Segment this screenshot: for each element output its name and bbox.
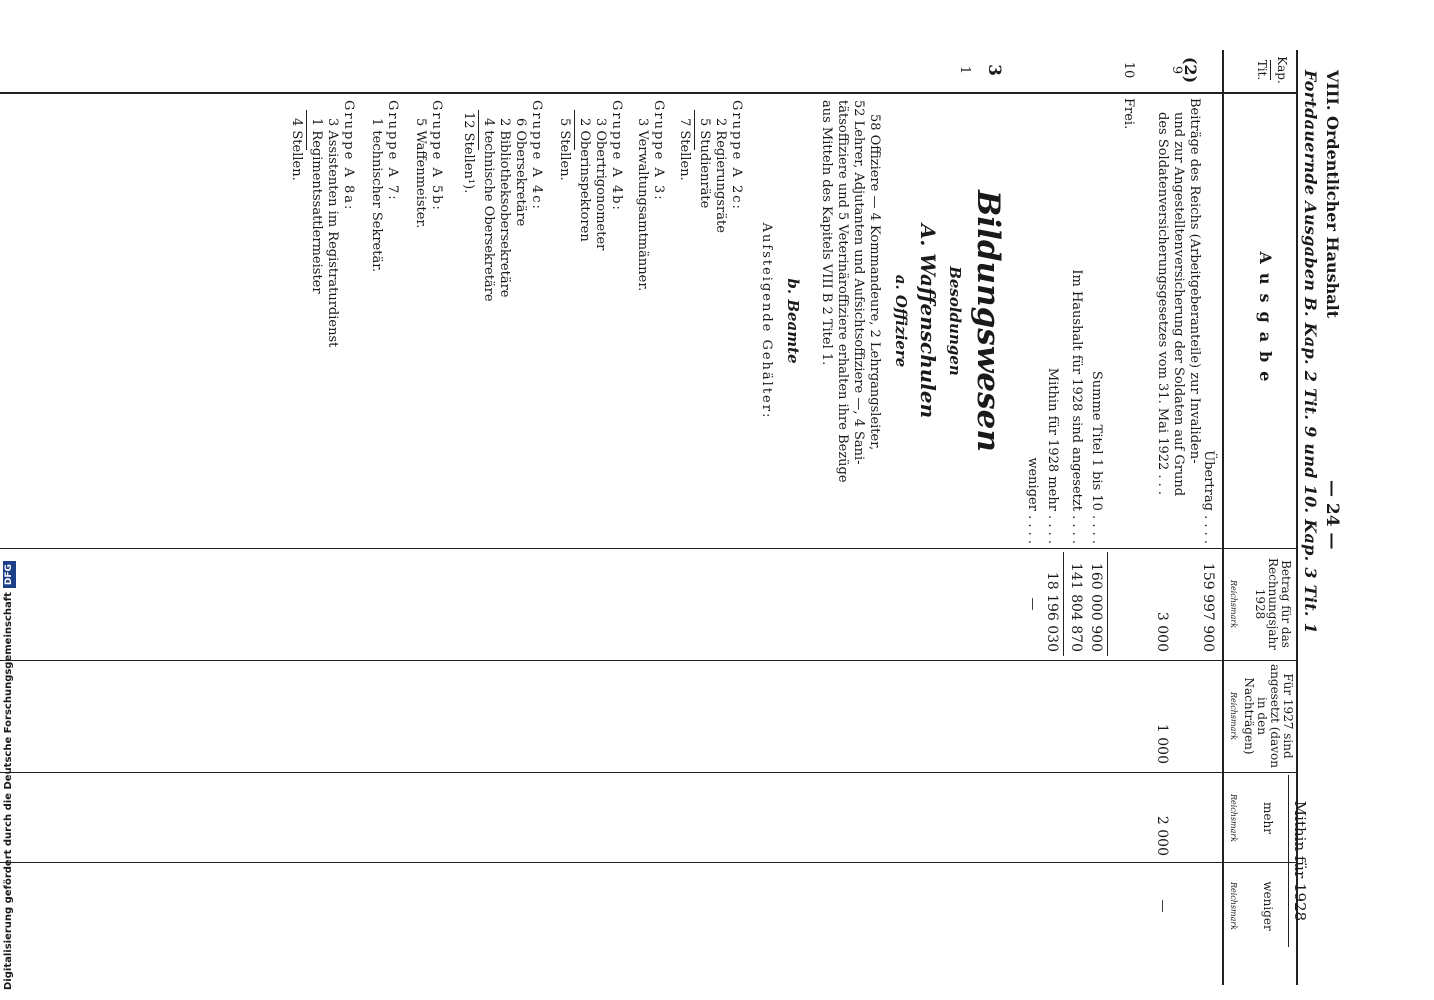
beamte-heading: b. Beamte <box>784 278 802 364</box>
weniger-label: weniger . . . . <box>1025 457 1040 544</box>
tit10-text: Frei. <box>1121 98 1136 130</box>
kap-header: Kap. <box>1275 56 1289 84</box>
tit9-text-2: und zur Angestelltenversicherung der Soldaten auf Grund <box>1171 112 1186 497</box>
ausgabe-header: Ausgabe <box>1256 251 1275 391</box>
summe-label: Summe Titel 1 bis 10 . . . . <box>1089 370 1104 544</box>
group-a4b: Gruppe A 4b: <box>609 100 624 212</box>
tit10-number: 10 <box>1121 61 1136 79</box>
chapter-title: VIII. Ordentlicher Haushalt <box>1323 70 1342 319</box>
group-a4b-item-2: 2 Oberinspektoren <box>577 118 592 242</box>
group-a3: Gruppe A 3: <box>651 100 666 202</box>
fuer1927-column-rule <box>0 660 1298 661</box>
tit-header: Tit. <box>1255 59 1269 81</box>
group-a5b-item-1: 5 Waffenmeister. <box>413 118 428 229</box>
group-a4c-total: 12 Stellen¹). <box>461 112 476 194</box>
offiziere-text-3: tätsoffiziere und 5 Veterinäroffiziere erhalten ihre Bezüge <box>835 100 850 483</box>
weniger-amount: — <box>1025 597 1040 611</box>
group-a4b-total: 5 Stellen. <box>557 118 572 181</box>
kap-number: (2) <box>1181 56 1200 84</box>
group-a8a-item-2: 1 Regimentssattlermeister <box>309 118 324 294</box>
uebertrag-label: Übertrag . . . . <box>1201 450 1216 544</box>
mithin-header: Mithin für 1928 <box>1291 800 1309 922</box>
group-a5b: Gruppe A 5b: <box>429 100 444 212</box>
sum-bottom-rule <box>1063 552 1064 656</box>
group-a8a-rule <box>306 110 307 150</box>
chapter-subtitle: Fortdauernde Ausgaben B. Kap. 2 Tit. 9 und 10. Kap. 3 Tit. 1 <box>1301 70 1320 635</box>
group-a4c: Gruppe A 4c: <box>529 100 544 211</box>
kap-tit-divider <box>1270 60 1271 80</box>
mithin-header-rule <box>1288 775 1289 947</box>
haushalt-label: Im Haushalt für 1928 sind angesetzt . . . . <box>1069 269 1084 544</box>
group-a2c-item-1: 2 Regierungsräte <box>713 118 728 233</box>
fuer1927-unit: Reichsmark <box>1229 691 1238 741</box>
group-a2c-total: 7 Stellen. <box>677 118 692 181</box>
kap3-number: 3 <box>984 64 1004 76</box>
group-a2c-item-2: 5 Studienräte <box>697 118 712 209</box>
group-a7: Gruppe A 7: <box>385 100 400 202</box>
group-a2c-rule <box>694 110 695 150</box>
tit9-amount: 3 000 <box>1154 611 1170 652</box>
betrag-unit: Reichsmark <box>1229 579 1238 629</box>
weniger-column-rule <box>0 862 1298 863</box>
haushalt-amount: 141 804 870 <box>1068 562 1084 652</box>
tit9-weniger: — <box>1155 899 1170 913</box>
mehr-label: Mithin für 1928 mehr . . . . <box>1045 367 1060 544</box>
group-a4c-rule <box>478 110 479 150</box>
betrag-header: Betrag für das Rechnungsjahr 1928 <box>1253 558 1293 650</box>
group-a8a: Gruppe A 8a: <box>341 100 356 212</box>
group-a4c-item-2: 2 Bibliotheksobersekretäre <box>497 118 512 298</box>
group-a2c: Gruppe A 2c: <box>729 100 744 211</box>
kap-column-rule <box>0 92 1298 94</box>
besoldungen-heading: Besoldungen <box>946 266 964 376</box>
offiziere-text-4: aus Mitteln des Kapitels VIII B 2 Titel 1. <box>819 100 834 366</box>
group-a4b-item-1: 3 Obertrigonometer <box>593 118 608 251</box>
offiziere-text-2: 52 Lehrer, Adjutanten und Aufsichtsoffiziere —, 4 Sani- <box>851 100 866 465</box>
tit9-1927: 1 000 <box>1154 723 1170 764</box>
group-a3-item-1: 3 Verwaltungsamtmänner. <box>635 118 650 292</box>
group-a4b-rule <box>574 110 575 150</box>
waffenschulen-heading: A. Waffenschulen <box>916 223 940 419</box>
mehr-column-rule <box>0 772 1298 773</box>
dfg-logo: DFG <box>3 561 16 588</box>
tit9-text-1: Beiträge des Reichs (Arbeitgeberanteile) zur Invaliden- <box>1187 98 1202 464</box>
header-bottom-rule <box>1222 50 1224 985</box>
betrag-column-rule <box>0 548 1298 549</box>
mehr-amount: 18 196 030 <box>1044 571 1060 652</box>
offiziere-heading: a. Offiziere <box>892 274 910 368</box>
tit9-mehr: 2 000 <box>1154 815 1170 856</box>
summe-amount: 160 000 900 <box>1088 562 1104 652</box>
mehr-header: mehr <box>1261 802 1275 834</box>
group-a4c-item-3: 4 technische Obersekretäre <box>481 118 496 302</box>
weniger-header: weniger <box>1261 881 1275 931</box>
tit9-text-3: des Soldatenversicherungsgesetzes vom 31. Mai 1922 . . . <box>1155 112 1170 496</box>
page-number: — 24 — <box>1322 480 1342 550</box>
group-a8a-total: 4 Stellen. <box>289 118 304 181</box>
fuer1927-header: Für 1927 sind angesetzt (davon in den Nachträgen) <box>1242 664 1295 768</box>
mehr-unit: Reichsmark <box>1229 793 1238 843</box>
section-title: Bildungswesen <box>970 190 1006 452</box>
group-a4c-item-1: 6 Obersekretäre <box>513 118 528 227</box>
tit1-number: 1 <box>957 65 972 75</box>
funding-notice <box>0 564 18 990</box>
uebertrag-amount: 159 997 900 <box>1200 562 1216 652</box>
aufsteigende-heading: Aufsteigende Gehälter: <box>759 222 774 420</box>
funding-text: Digitalisierung gefördert durch die Deutsche Forschungsgemeinschaft <box>3 592 14 990</box>
tit9-number: 9 <box>1169 65 1184 75</box>
weniger-unit: Reichsmark <box>1229 881 1238 931</box>
offiziere-text-1: 58 Offiziere — 4 Kommandeure, 2 Lehrgangsleiter, <box>867 114 882 451</box>
sum-top-rule <box>1107 552 1108 656</box>
group-a8a-item-1: 3 Assistenten im Registraturdienst <box>325 118 340 348</box>
group-a7-item-1: 1 technischer Sekretär. <box>369 118 384 273</box>
